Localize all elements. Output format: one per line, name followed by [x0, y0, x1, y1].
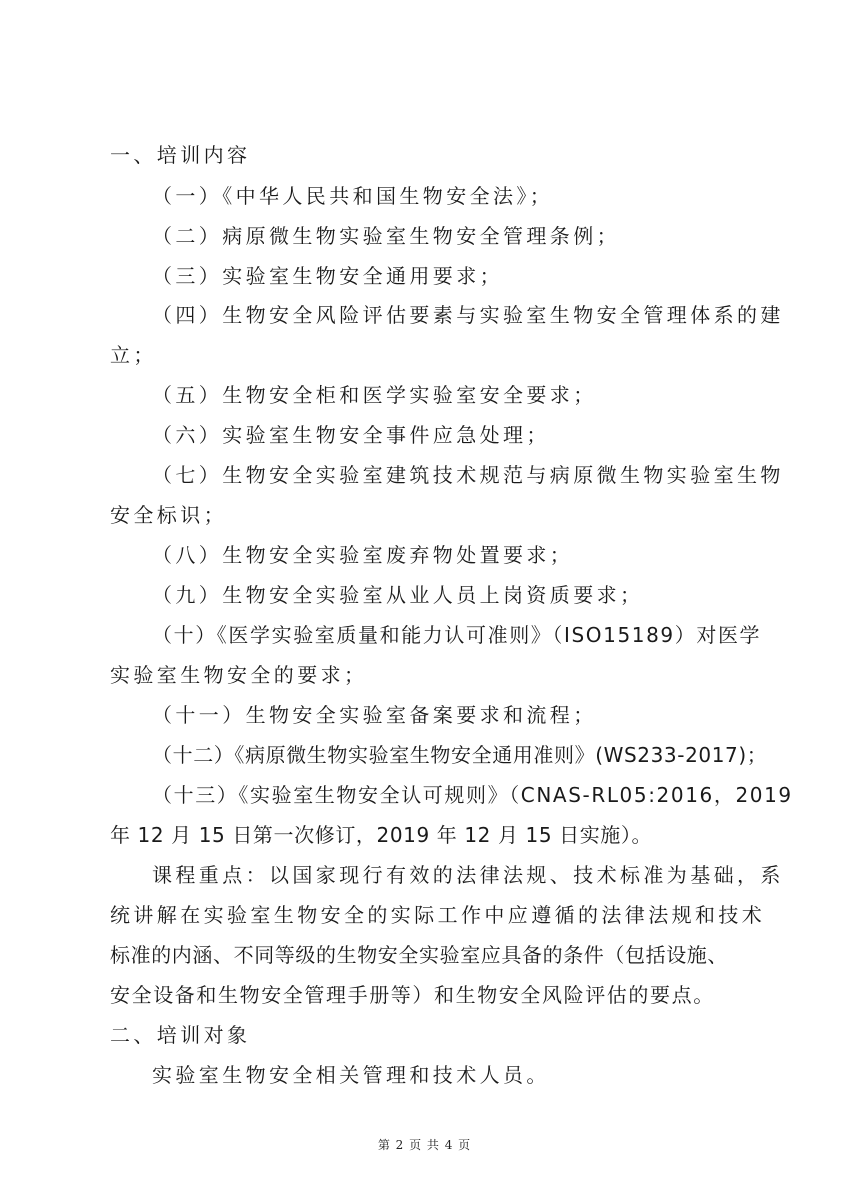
list-item-continuation: 年 12 月 15 日第一次修订，2019 年 12 月 15 日实施）。: [110, 823, 653, 847]
list-item: （五）生物安全柜和医学实验室安全要求；: [152, 383, 597, 407]
list-item: （二）病原微生物实验室生物安全管理条例；: [152, 224, 620, 248]
list-item: （七）生物安全实验室建筑技术规范与病原微生物实验室生物: [152, 463, 784, 487]
course-focus-line: 标准的内涵、不同等级的生物安全实验室应具备的条件（包括设施、: [110, 943, 728, 967]
list-item-continuation: 实验室生物安全的要求；: [110, 663, 368, 687]
list-item: （十）《医学实验室质量和能力认可准则》（ISO15189）对医学: [152, 623, 762, 647]
training-audience-text: 实验室生物安全相关管理和技术人员。: [152, 1063, 550, 1087]
section-heading-training-audience: 二、培训对象: [110, 1023, 251, 1047]
course-focus-line: 安全设备和生物安全管理手册等）和生物安全风险评估的要点。: [110, 983, 715, 1007]
list-item-continuation: 立；: [110, 343, 157, 367]
list-item: （三）实验室生物安全通用要求；: [152, 264, 503, 288]
list-item: （八）生物安全实验室废弃物处置要求；: [152, 543, 574, 567]
list-item: （十一）生物安全实验室备案要求和流程；: [152, 703, 597, 727]
list-item: （九）生物安全实验室从业人员上岗资质要求；: [152, 583, 644, 607]
section-heading-training-content: 一、培训内容: [110, 143, 251, 167]
list-item: （十二）《病原微生物实验室生物安全通用准则》(WS233-2017)；: [152, 743, 768, 767]
course-focus-line: 课程重点：以国家现行有效的法律法规、技术标准为基础，系: [152, 863, 784, 887]
list-item: （一）《中华人民共和国生物安全法》；: [152, 184, 554, 208]
list-item: （四）生物安全风险评估要素与实验室生物安全管理体系的建: [152, 303, 784, 327]
page-number-footer: 第 2 页 共 4 页: [377, 1138, 472, 1152]
list-item: （十三）《实验室生物安全认可规则》（CNAS-RL05:2016，2019: [152, 783, 793, 807]
list-item-continuation: 安全标识；: [110, 503, 227, 527]
course-focus-line: 统讲解在实验室生物安全的实际工作中应遵循的法律法规和技术: [110, 903, 766, 927]
list-item: （六）实验室生物安全事件应急处理；: [152, 423, 550, 447]
